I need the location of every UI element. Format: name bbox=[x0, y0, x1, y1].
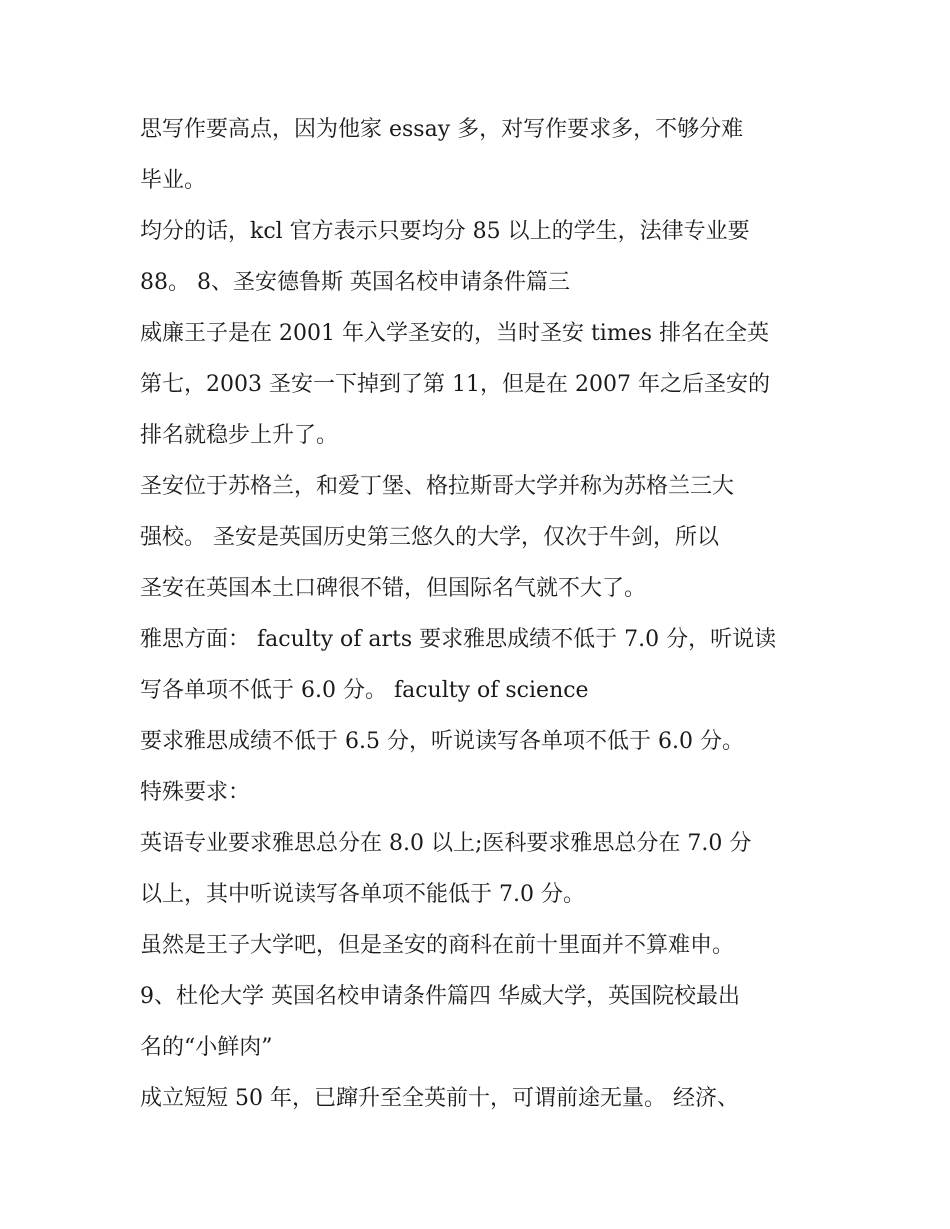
text-line: 排名就稳步上升了。 bbox=[140, 423, 339, 448]
text-line: 均分的话，kcl 官方表示只要均分 85 以上的学生，法律专业要 bbox=[140, 219, 750, 244]
text-line: 雅思方面： faculty of arts 要求雅思成绩不低于 7.0 分，听说读 bbox=[140, 627, 777, 652]
text-line: 以上，其中听说读写各单项不能低于 7.0 分。 bbox=[140, 882, 585, 907]
text-line: 要求雅思成绩不低于 6.5 分，听说读写各单项不低于 6.0 分。 bbox=[140, 729, 744, 754]
text-line: 第七，2003 圣安一下掉到了第 11，但是在 2007 年之后圣安的 bbox=[140, 372, 770, 397]
text-line: 虽然是王子大学吧，但是圣安的商科在前十里面并不算难申。 bbox=[140, 933, 735, 958]
text-line: 特殊要求： bbox=[140, 780, 251, 805]
text-line: 88。 8、圣安德鲁斯 英国名校申请条件篇三 bbox=[140, 270, 570, 295]
text-line: 成立短短 50 年，已蹿升至全英前十，可谓前途无量。 经济、 bbox=[140, 1086, 739, 1111]
text-line: 圣安位于苏格兰，和爱丁堡、格拉斯哥大学并称为苏格兰三大 bbox=[140, 474, 735, 499]
text-line: 写各单项不低于 6.0 分。 faculty of science bbox=[140, 678, 589, 703]
text-line: 毕业。 bbox=[140, 168, 207, 193]
text-line: 思写作要高点，因为他家 essay 多，对写作要求多，不够分难 bbox=[140, 117, 744, 142]
text-line: 威廉王子是在 2001 年入学圣安的，当时圣安 times 排名在全英 bbox=[140, 321, 770, 346]
text-line: 名的“小鲜肉” bbox=[140, 1035, 273, 1060]
text-line: 强校。 圣安是英国历史第三悠久的大学，仅次于牛剑，所以 bbox=[140, 525, 719, 550]
text-line: 英语专业要求雅思总分在 8.0 以上;医科要求雅思总分在 7.0 分 bbox=[140, 831, 752, 856]
text-line: 9、杜伦大学 英国名校申请条件篇四 华威大学，英国院校最出 bbox=[140, 984, 740, 1009]
document-body bbox=[140, 104, 820, 1124]
text-line: 圣安在英国本土口碑很不错，但国际名气就不大了。 bbox=[140, 576, 647, 601]
